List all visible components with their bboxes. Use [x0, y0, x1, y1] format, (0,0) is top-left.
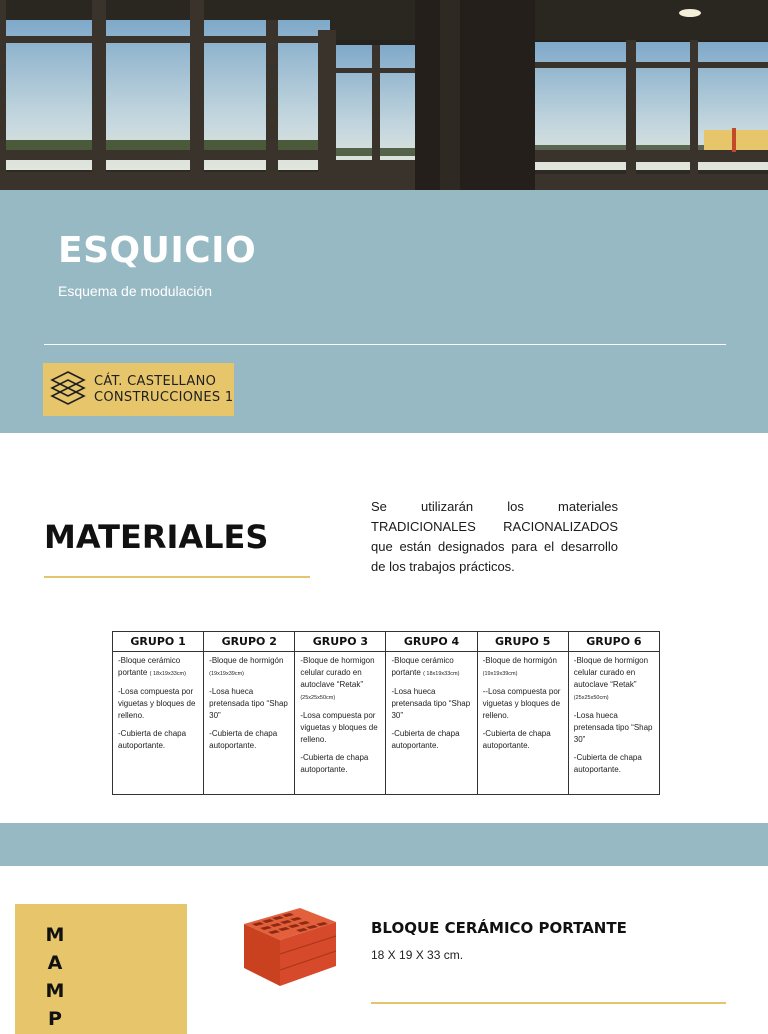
vertical-letter: M: [45, 924, 65, 946]
course-logo: [43, 363, 234, 416]
group-item: -Bloque de hormigon celular curado en autoclave “Retak” (25x25x50cm): [300, 656, 375, 701]
group-item: -Cubierta de chapa autoportante.: [391, 729, 460, 750]
groups-header-row: [113, 632, 660, 652]
group-cell: [113, 652, 204, 795]
group-header: GRUPO 2: [204, 632, 295, 652]
hero-photo: [0, 0, 768, 190]
block-underline: [371, 1002, 726, 1004]
group-item: -Bloque de hormigón (19x19x39cm): [482, 656, 557, 677]
group-cell: [295, 652, 386, 795]
divider: [44, 344, 726, 345]
group-item: -Losa compuesta por viguetas y bloques de relleno.: [118, 687, 196, 720]
block-dimensions: 18 X 19 X 33 cm.: [371, 948, 464, 962]
group-item: -Bloque de hormigon celular curado en autoclave “Retak” (25x25x50cm): [573, 656, 649, 701]
group-item: -Losa hueca pretensada tipo “Shap 30”: [391, 687, 471, 720]
materiales-description: Se utilizarán los materiales TRADICIONALES RACIONALIZADOS que están designados para el desarrollo de los trabajos prácticos.: [371, 499, 618, 574]
section-separator-band: [0, 823, 768, 866]
group-item: -Cubierta de chapa autoportante.: [118, 729, 187, 750]
block-title: BLOQUE CERÁMICO PORTANTE: [371, 919, 627, 937]
group-item: -Bloque cerámico portante ( 18x19x33cm): [118, 656, 186, 677]
groups-content-row: [113, 652, 660, 795]
group-cell: [568, 652, 659, 795]
group-header: GRUPO 4: [386, 632, 477, 652]
page-title: ESQUICIO: [58, 230, 257, 271]
group-item: -Cubierta de chapa autoportante.: [300, 753, 369, 774]
group-header: GRUPO 6: [568, 632, 659, 652]
group-item: -Bloque de hormigón (19x19x39cm): [209, 656, 284, 677]
vertical-letter: M: [45, 980, 65, 1002]
page-subtitle: Esquema de modulación: [58, 283, 213, 299]
ceramic-block-image: [238, 904, 338, 990]
stacked-layers-icon: [49, 370, 87, 408]
vertical-letter: P: [48, 1008, 62, 1030]
groups-table: [112, 631, 660, 795]
group-item: -Losa hueca pretensada tipo “Shap 30”: [209, 687, 288, 720]
group-item: -Losa hueca pretensada tipo “Shap 30”: [573, 711, 653, 744]
vertical-letter: A: [47, 952, 63, 974]
group-item: -Cubierta de chapa autoportante.: [573, 753, 642, 774]
interior-window-illustration: [0, 0, 768, 190]
group-header: GRUPO 5: [477, 632, 568, 652]
logo-line-1: CÁT. CASTELLANO: [94, 374, 217, 389]
section-underline: [44, 576, 310, 578]
title-band: [0, 190, 768, 433]
group-header: GRUPO 3: [295, 632, 386, 652]
mamposteria-side-card: [15, 904, 187, 1034]
group-item: -Cubierta de chapa autoportante.: [482, 729, 551, 750]
group-item: --Losa compuesta por viguetas y bloques de relleno.: [482, 687, 561, 720]
group-item: -Cubierta de chapa autoportante.: [209, 729, 278, 750]
group-header: GRUPO 1: [113, 632, 204, 652]
group-cell: [477, 652, 568, 795]
section-heading-materiales: MATERIALES: [44, 518, 269, 556]
group-cell: [204, 652, 295, 795]
group-item: -Bloque cerámico portante ( 18x19x33cm): [391, 656, 460, 677]
group-item: -Losa compuesta por viguetas y bloques de relleno.: [300, 711, 378, 744]
group-cell: [386, 652, 477, 795]
logo-line-2: CONSTRUCCIONES 1: [94, 390, 234, 405]
